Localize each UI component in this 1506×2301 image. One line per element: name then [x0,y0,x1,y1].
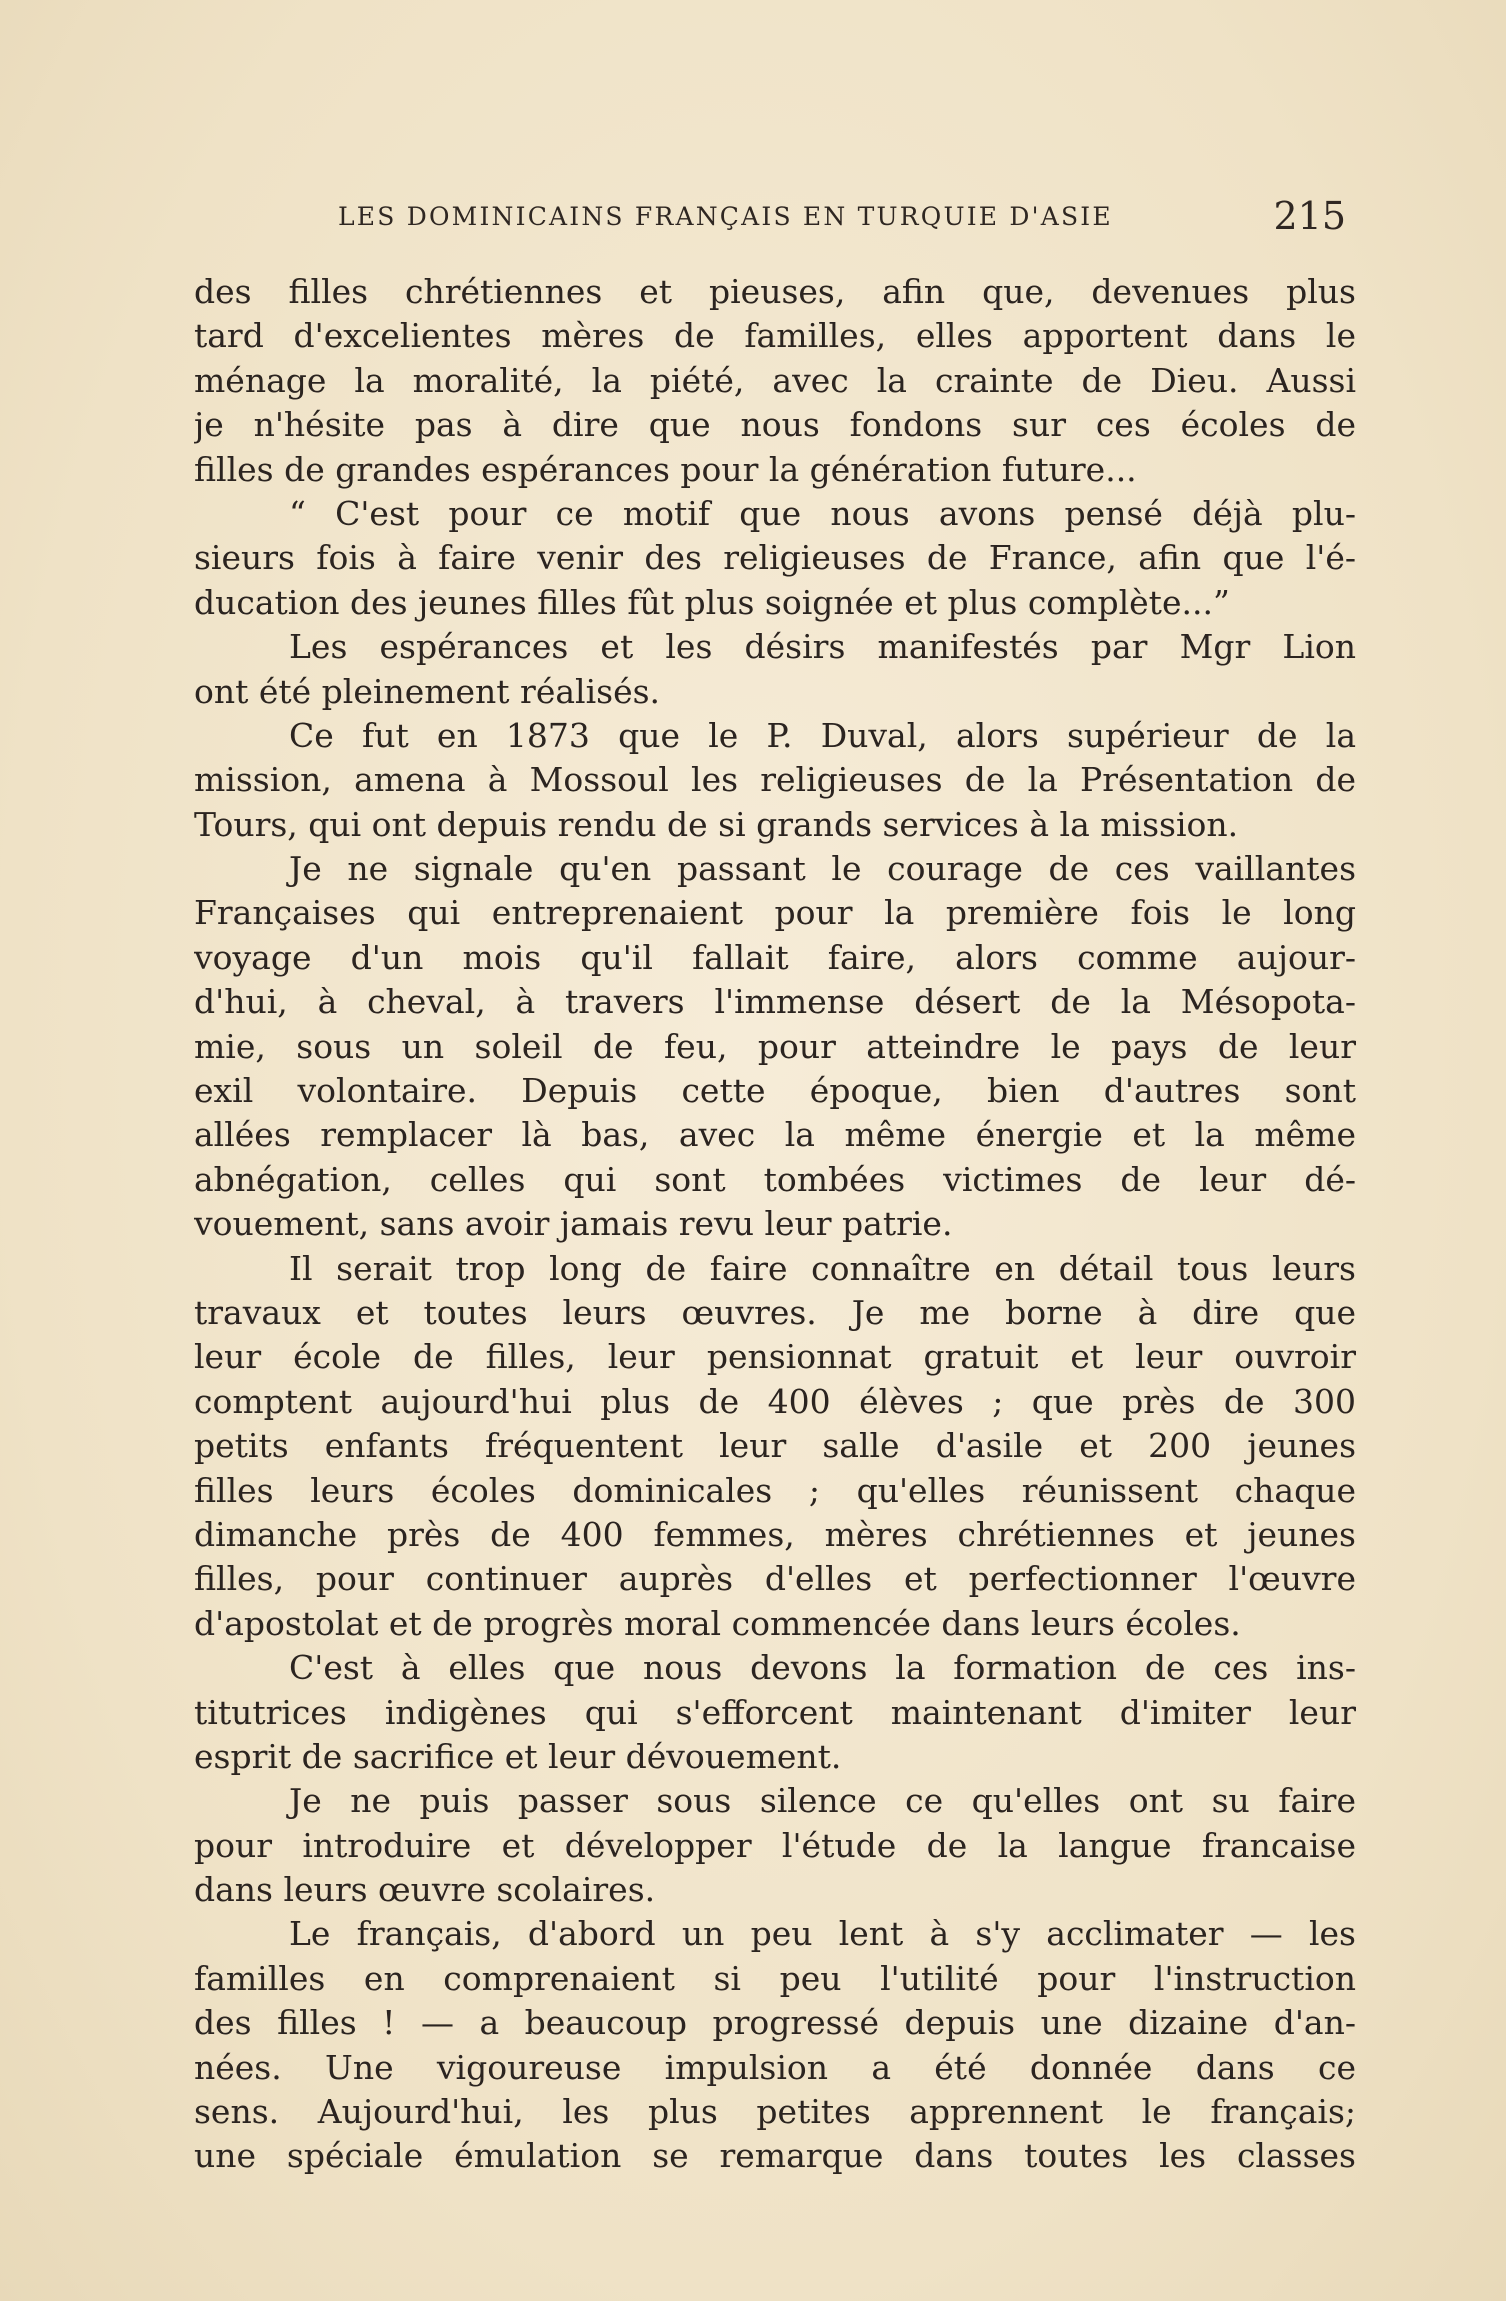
text-line: travaux et toutes leurs œuvres. Je me borne à dire que [194,1292,1356,1332]
text-line: d'hui, à cheval, à travers l'immense désert de la Mésopota- [194,982,1356,1022]
body-text [194,270,1356,2179]
text-line: vouement, sans avoir jamais revu leur patrie. [194,1204,953,1244]
text-line: d'apostolat et de progrès moral commencée dans leurs écoles. [194,1603,1241,1643]
text-line: Je ne signale qu'en passant le courage de ces vaillantes [289,849,1356,889]
text-line: C'est à elles que nous devons la formation de ces ins- [289,1648,1356,1688]
text-line: Tours, qui ont depuis rendu de si grands services à la mission. [194,804,1239,844]
text-line: mission, amena à Mossoul les religieuses de la Présentation de [194,760,1356,800]
text-line: une spéciale émulation se remarque dans toutes les classes [194,2136,1356,2176]
text-line: comptent aujourd'hui plus de 400 élèves ; que près de 300 [194,1381,1356,1421]
running-title: LES DOMINICAINS FRANÇAIS EN TURQUIE D'ASIE [338,202,1113,231]
text-line: Françaises qui entreprenaient pour la première fois le long [194,893,1356,933]
text-line: filles, pour continuer auprès d'elles et perfectionner l'œuvre [194,1559,1356,1599]
text-line: Il serait trop long de faire connaître en détail tous leurs [289,1248,1356,1288]
text-line: ducation des jeunes filles fût plus soignée et plus complète...” [194,582,1230,622]
text-line: ont été pleinement réalisés. [194,671,661,711]
text-line: esprit de sacrifice et leur dévouement. [194,1736,842,1776]
text-line: je n'hésite pas à dire que nous fondons sur ces écoles de [194,405,1356,445]
text-line: voyage d'un mois qu'il fallait faire, alors comme aujour- [194,937,1356,977]
text-line: Je ne puis passer sous silence ce qu'elles ont su faire [289,1781,1356,1821]
text-line: dimanche près de 400 femmes, mères chrétiennes et jeunes [194,1514,1356,1554]
text-line: nées. Une vigoureuse impulsion a été donnée dans ce [194,2047,1356,2087]
text-line: titutrices indigènes qui s'efforcent maintenant d'imiter leur [194,1692,1356,1732]
text-line: ménage la moralité, la piété, avec la crainte de Dieu. Aussi [194,360,1356,400]
text-line: tard d'excelientes mères de familles, elles apportent dans le [194,316,1356,356]
text-line: des filles ! — a beaucoup progressé depuis une dizaine d'an- [194,2003,1356,2043]
text-line: Les espérances et les désirs manifestés par Mgr Lion [289,627,1356,667]
text-line: filles de grandes espérances pour la génération future... [194,449,1137,489]
text-line: Le français, d'abord un peu lent à s'y acclimater — les [289,1914,1356,1954]
text-line: pour introduire et développer l'étude de la langue francaise [194,1825,1356,1865]
text-line: mie, sous un soleil de feu, pour atteindre le pays de leur [194,1026,1356,1066]
text-line: sens. Aujourd'hui, les plus petites apprennent le français; [194,2092,1356,2132]
text-line: dans leurs œuvre scolaires. [194,1870,656,1910]
page-number: 215 [1273,194,1346,238]
running-head [338,194,1358,240]
text-line: allées remplacer là bas, avec la même énergie et la même [194,1115,1356,1155]
text-line: “ C'est pour ce motif que nous avons pensé déjà plu- [289,493,1356,533]
text-line: des filles chrétiennes et pieuses, afin que, devenues plus [194,272,1356,311]
text-line: filles leurs écoles dominicales ; qu'elles réunissent chaque [194,1470,1356,1510]
text-line: exil volontaire. Depuis cette époque, bien d'autres sont [194,1071,1356,1111]
text-line: abnégation, celles qui sont tombées victimes de leur dé- [194,1159,1356,1199]
text-line: Ce fut en 1873 que le P. Duval, alors supérieur de la [289,715,1356,755]
text-line: familles en comprenaient si peu l'utilité pour l'instruction [194,1958,1356,1998]
text-line: leur école de filles, leur pensionnat gratuit et leur ouvroir [194,1337,1356,1377]
text-line: petits enfants fréquentent leur salle d'asile et 200 jeunes [194,1426,1356,1466]
text-line: sieurs fois à faire venir des religieuses de France, afin que l'é- [194,538,1356,578]
